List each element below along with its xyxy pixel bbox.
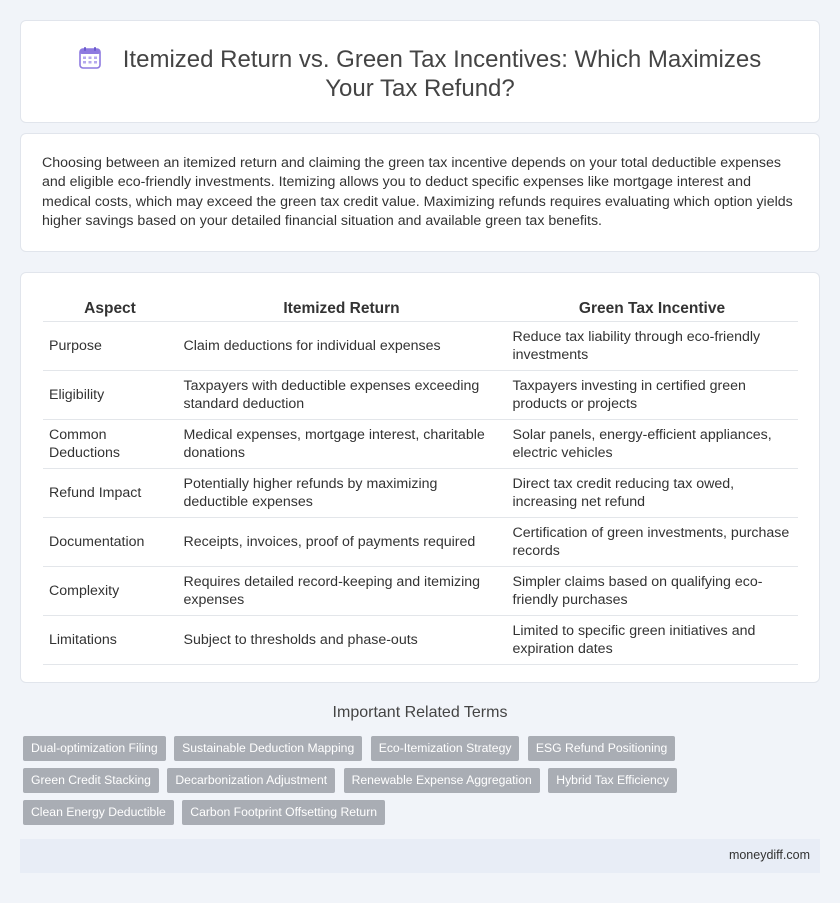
title-wrap: [61, 45, 779, 103]
tag-sustainable-deduction-mapping[interactable]: Sustainable Deduction Mapping: [174, 736, 362, 761]
page-title: [61, 45, 779, 103]
comparison-table: [43, 297, 798, 665]
cell-itemized: Receipts, invoices, proof of payments required: [177, 517, 506, 566]
cell-itemized: Requires detailed record-keeping and itemizing expenses: [177, 566, 506, 615]
table-row: [43, 615, 798, 664]
header-itemized-return: Itemized Return: [177, 297, 506, 321]
cell-green: Simpler claims based on qualifying eco-friendly purchases: [506, 566, 798, 615]
related-terms-title: Important Related Terms: [332, 704, 508, 721]
table-row: [43, 419, 798, 468]
tag-clean-energy-deductible[interactable]: Clean Energy Deductible: [23, 800, 174, 825]
comparison-card: [20, 272, 820, 683]
header-green-tax-incentive: Green Tax Incentive: [506, 297, 798, 321]
header-aspect: Aspect: [43, 297, 177, 321]
cell-itemized: Medical expenses, mortgage interest, charitable donations: [177, 419, 506, 468]
cell-green: Limited to specific green initiatives and expiration dates: [506, 615, 798, 664]
table-row: [43, 517, 798, 566]
table-header-row: [43, 297, 798, 321]
cell-aspect: Limitations: [43, 615, 177, 664]
table-row: [43, 321, 798, 370]
cell-itemized: Claim deductions for individual expenses: [177, 321, 506, 370]
cell-green: Taxpayers investing in certified green products or projects: [506, 370, 798, 419]
tag-hybrid-tax-efficiency[interactable]: Hybrid Tax Efficiency: [548, 768, 677, 793]
cell-green: Certification of green investments, purchase records: [506, 517, 798, 566]
tag-esg-refund-positioning[interactable]: ESG Refund Positioning: [528, 736, 675, 761]
table-row: [43, 468, 798, 517]
cell-green: Direct tax credit reducing tax owed, increasing net refund: [506, 468, 798, 517]
table-row: [43, 370, 798, 419]
footer-site-link[interactable]: moneydiff.com: [728, 848, 810, 862]
cell-aspect: Refund Impact: [43, 468, 177, 517]
tag-renewable-expense-aggregation[interactable]: Renewable Expense Aggregation: [344, 768, 540, 793]
cell-aspect: Eligibility: [43, 370, 177, 419]
cell-aspect: Documentation: [43, 517, 177, 566]
calendar-icon: [79, 47, 101, 69]
tag-eco-itemization-strategy[interactable]: Eco-Itemization Strategy: [371, 736, 520, 761]
cell-aspect: Purpose: [43, 321, 177, 370]
related-terms-list: [23, 736, 823, 832]
intro-text: Choosing between an itemized return and claiming the green tax incentive depends on your total deductible expenses and eligible eco-friendly investments. Itemizing allows you to deduct specific expenses like mortgage interest and medical costs, which may exceed the green tax credit value. Maximizing refunds requires evaluating which option yields higher savings based on your detailed financial situation and available green tax benefits.: [42, 155, 793, 230]
intro-card: [20, 133, 820, 252]
page-title-text: Itemized Return vs. Green Tax Incentives: Which Maximizes Your Tax Refund?: [122, 46, 762, 102]
header-card: [20, 20, 820, 123]
table-row: [43, 566, 798, 615]
tag-decarbonization-adjustment[interactable]: Decarbonization Adjustment: [167, 768, 335, 793]
tag-dual-optimization-filing[interactable]: Dual-optimization Filing: [23, 736, 166, 761]
cell-itemized: Taxpayers with deductible expenses exceeding standard deduction: [177, 370, 506, 419]
tag-green-credit-stacking[interactable]: Green Credit Stacking: [23, 768, 159, 793]
footer: [20, 839, 820, 873]
cell-aspect: Complexity: [43, 566, 177, 615]
cell-aspect: Common Deductions: [43, 419, 177, 468]
cell-green: Reduce tax liability through eco-friendly investments: [506, 321, 798, 370]
cell-itemized: Subject to thresholds and phase-outs: [177, 615, 506, 664]
cell-green: Solar panels, energy-efficient appliances, electric vehicles: [506, 419, 798, 468]
cell-itemized: Potentially higher refunds by maximizing deductible expenses: [177, 468, 506, 517]
tag-carbon-footprint-offsetting-return[interactable]: Carbon Footprint Offsetting Return: [182, 800, 385, 825]
